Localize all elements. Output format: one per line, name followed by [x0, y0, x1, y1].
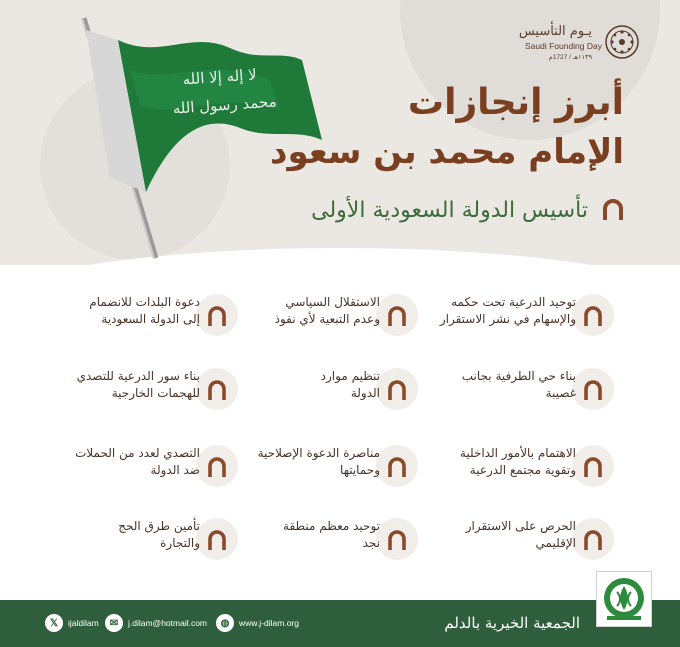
arch-icon: [204, 526, 230, 552]
email-contact[interactable]: [105, 612, 207, 634]
arch-icon: [204, 302, 230, 328]
achievement-item: [218, 516, 418, 572]
email-address: j.dilam@hotmail.com: [128, 618, 208, 628]
achievement-line1: التصدي لعدد من الحملات: [75, 446, 200, 460]
achievement-text: [38, 368, 200, 402]
achievement-line2: نجد: [362, 536, 380, 550]
achievement-item: [38, 366, 238, 422]
arch-icon: [384, 526, 410, 552]
flag-shahada-line1: لا إله إلا الله: [182, 65, 258, 89]
achievement-text: [414, 518, 576, 552]
website-url: www.j-dilam.org: [239, 618, 299, 628]
founding-day-years: ١١٣٩هـ / 1727م: [548, 54, 592, 61]
achievement-text: [414, 368, 576, 402]
arch-icon: [580, 453, 606, 479]
achievement-item: [218, 292, 418, 348]
arch-icon: [600, 196, 626, 222]
arch-icon: [384, 302, 410, 328]
header-banner: [0, 0, 680, 265]
achievement-line2: الإقليمي: [535, 536, 576, 550]
achievement-item: [414, 366, 614, 422]
founding-day-seal-icon: [604, 24, 640, 60]
org-logo: [596, 571, 652, 627]
founding-day-title-en: Saudi Founding Day: [524, 41, 602, 51]
achievement-line2: وتقوية مجتمع الدرعية: [469, 463, 576, 477]
achievement-line1: توحيد الدرعية تحت حكمه: [451, 295, 576, 309]
arch-icon: [580, 526, 606, 552]
achievement-item: [38, 292, 238, 348]
achievement-line1: توحيد معظم منطقة: [283, 519, 380, 533]
achievement-line1: الاهتمام بالأمور الداخلية: [459, 446, 576, 460]
achievement-text: [38, 518, 200, 552]
achievement-line2: الدولة: [350, 386, 380, 400]
page-title-line2: الإمام محمد بن سعود: [270, 132, 624, 172]
achievement-text: [218, 294, 380, 328]
globe-icon: ◍: [216, 614, 234, 632]
achievement-line1: بناء سور الدرعية للتصدي: [76, 369, 200, 383]
achievement-line2: والإسهام في نشر الاستقرار: [439, 312, 576, 326]
achievement-item: [414, 516, 614, 572]
page-title-line1: أبرز إنجازات: [407, 82, 624, 123]
achievement-line2: للهجمات الخارجية: [111, 386, 200, 400]
achievement-line2: ضد الدولة: [150, 463, 200, 477]
achievement-text: [38, 445, 200, 479]
achievement-line1: الاستقلال السياسي: [285, 295, 380, 309]
arch-icon: [204, 453, 230, 479]
achievement-line1: تنظيم موارد: [320, 369, 380, 383]
arch-icon: [580, 302, 606, 328]
achievement-line1: تأمين طرق الحج: [118, 519, 200, 533]
flag-shahada-line2: محمد رسول الله: [172, 92, 278, 118]
website-contact[interactable]: [216, 612, 299, 634]
arch-icon: [204, 376, 230, 402]
achievement-line2: إلى الدولة السعودية: [101, 312, 200, 326]
achievement-text: [414, 445, 576, 479]
achievement-text: [414, 294, 576, 328]
section-subtitle: تأسيس الدولة السعودية الأولى: [311, 198, 588, 223]
founding-day-title-ar: يـوم التأسيس: [518, 24, 592, 39]
achievement-line1: دعوة البلدات للانضمام: [89, 295, 200, 309]
achievement-line2: غصيبة: [545, 386, 576, 400]
achievement-line2: وعدم التبعية لأي نفوذ: [274, 312, 380, 326]
achievement-item: [218, 366, 418, 422]
achievement-item: [218, 443, 418, 499]
achievement-text: [218, 368, 380, 402]
achievement-text: [218, 445, 380, 479]
org-name-calligraphy: الجمعية الخيرية بالدلم: [444, 614, 580, 632]
achievement-line2: والتجارة: [160, 536, 200, 550]
achievement-line1: مناصرة الدعوة الإصلاحية: [257, 446, 380, 460]
achievement-line2: وحمايتها: [340, 463, 380, 477]
founding-day-logo: [500, 24, 640, 66]
achievement-line1: بناء حي الطرفية بجانب: [461, 369, 576, 383]
achievement-item: [414, 292, 614, 348]
twitter-handle: ijaldilam: [68, 618, 99, 628]
achievement-line1: الحرص على الاستقرار: [465, 519, 576, 533]
achievement-item: [38, 516, 238, 572]
achievement-item: [38, 443, 238, 499]
twitter-contact[interactable]: [45, 612, 99, 634]
org-emblem-icon: [597, 572, 651, 626]
achievement-text: [218, 518, 380, 552]
arch-icon: [384, 453, 410, 479]
achievement-text: [38, 294, 200, 328]
arch-icon: [384, 376, 410, 402]
mail-icon: ✉: [105, 614, 123, 632]
arch-icon: [580, 376, 606, 402]
achievement-item: [414, 443, 614, 499]
x-icon: 𝕏: [45, 614, 63, 632]
